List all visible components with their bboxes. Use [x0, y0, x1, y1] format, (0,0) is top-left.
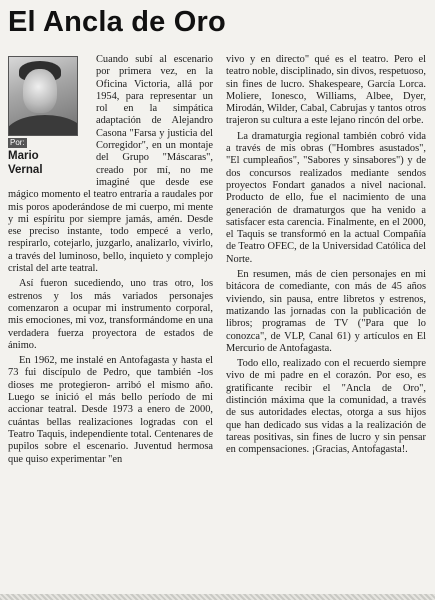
- right-paragraph-1: vivo y en directo" qué es el teatro. Pero el teatro noble, disciplinado, sin divos, respetuoso, sin fines de lucro. Shakespeare, García Lorca. Moliere, Ionesco, Williams, Albee, Dyer, Mirodán, Wilder, Cabal, Cabrujas y tantos otros trajeron su cultura a este lejano rincón del orbe.: [226, 54, 426, 127]
- left-paragraph-1: Cuando subí al escenario por primera vez, en la Oficina Victoria, allá por 1954, para representar un rol en la simpática adaptación de Alejandro Casona "Farsa y justicia del Corregidor", en un montaje del Grupo "Máscaras", creado por mí, no me imaginé que desde ese mágico momento el teatro entraría a raudales por mis poros apoderándose de mi cuerpo, mi mente y mi espíritu por siempre jamás, amén. Desde ese preciso instante, todo empecé a verlo, respirarlo, cotejarlo, juzgarlo, analizarlo, vivirlo, a través del luminoso, bello, inquieto y complejo cristal del arte teatral.: [8, 54, 213, 275]
- page-edge-texture: [0, 594, 435, 600]
- left-column: [8, 54, 213, 469]
- author-first-name: Mario: [8, 150, 39, 163]
- right-paragraph-3: En resumen, más de cien personajes en mi bitácora de comediante, con más de 45 años viviendo, sin pausa, entre libretos y estrenos, matizando las jornadas con la publicación de libros; programas de TV ("Para que lo conozca", de VLP, Canal 61) y artículos en El Mercurio de Antofagasta.: [226, 269, 426, 354]
- right-paragraph-4: Todo ello, realizado con el recuerdo siempre vivo de mi padre en el corazón. Por eso, es gratificante recibir el "Ancla de Oro", distinción máxima que la comunidad, a través de sus autoridades electas, otorga a sus hijos que han dedicado sus vidas a la realización de tareas positivas, sin fines de lucro y sin pensar en compensaciones. ¡Gracias, Antofagasta!.: [226, 358, 426, 456]
- left-paragraph-3: En 1962, me instalé en Antofagasta y hasta el 73 fui discípulo de Pedro, que también -los dioses me protegieron- arribó el mismo año. Luego se inició el más bello período de mi accionar teatral. Desde 1973 a enero de 2000, cuántas bellas realizaciones logradas con el Teatro Taquis, independiente total. Centenares de pupilos sobre el escenario. Juventud hermosa que quiso experimentar "en: [8, 355, 213, 465]
- author-last-name: Vernal: [8, 164, 43, 177]
- byline-label: Por:: [10, 138, 25, 147]
- author-block: [8, 56, 88, 177]
- author-photo: [8, 56, 78, 136]
- photo-face: [23, 69, 57, 113]
- left-paragraph-2: Así fueron sucediendo, uno tras otro, los estrenos y los más variados personajes comenzaron a ocupar mi instrumento corporal, mis emociones, mi voz, transformándome en una verdadera fuerza proyectora de estados de ánimo.: [8, 278, 213, 351]
- article-title: El Ancla de Oro: [8, 6, 226, 38]
- photo-shoulders: [8, 115, 78, 136]
- right-column: [226, 54, 426, 460]
- right-paragraph-2: La dramaturgia regional también cobró vida a través de mis obras ("Hombres asustados", "El cumpleaños", "Sabores y sinsabores") y de dos concursos realizados mediante sendos proyectos Fondart ganados a nivel nacional. Producto de ello, fue el nacimiento de una generación de dramaturgos que ha venido a satisfacer esta carencia. Finalmente, en el 2000, el Taquis se transformó en la actual Compañía de Teatro OFEC, de la Universidad Católica del Norte.: [226, 130, 426, 265]
